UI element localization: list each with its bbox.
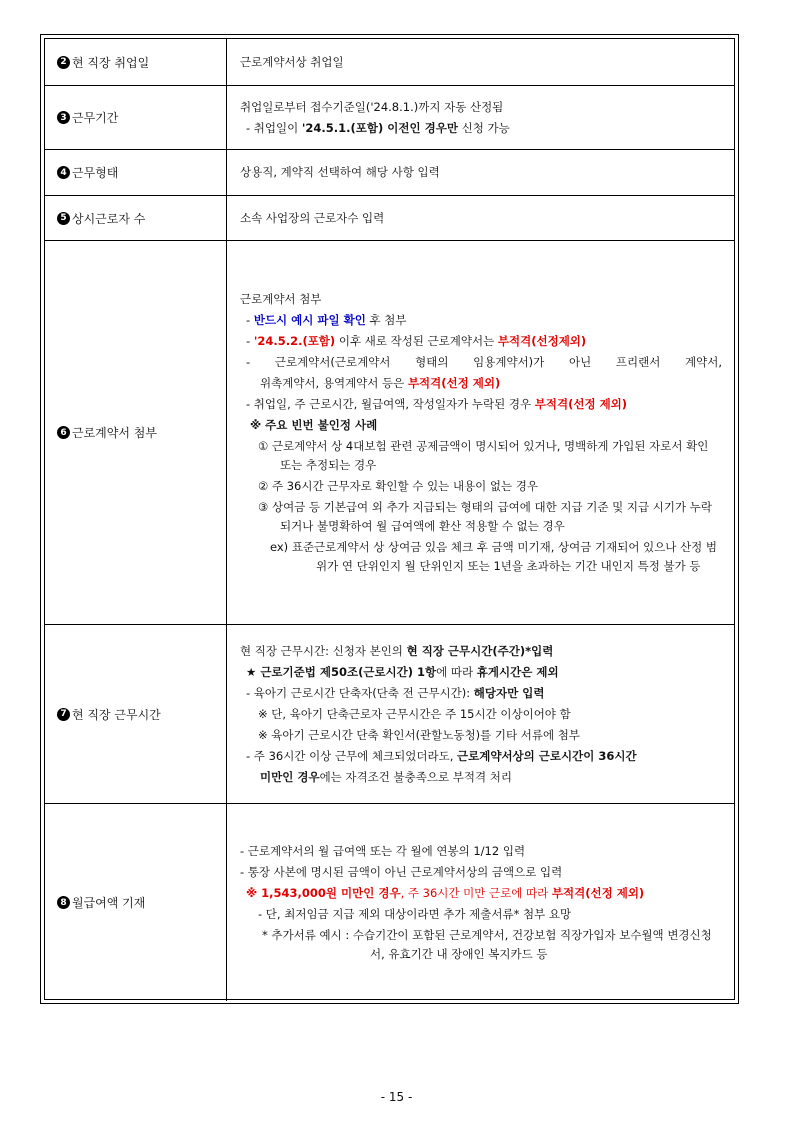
row-label: 3 근무기간 [45,86,227,149]
table [44,38,735,1000]
circled-number-icon: 2 [57,56,70,69]
row-employment-date [45,39,734,86]
row-label: 6 근로계약서 첨부 [45,241,227,624]
circled-number-icon: 7 [57,708,70,721]
row-monthly-salary [45,804,734,1001]
row-content: 상용직, 계약직 선택하여 해당 사항 입력 [240,165,440,179]
table-frame [40,34,739,1004]
row-content: 취업일로부터 접수기준일('24.8.1.)까지 자동 산정됨 - 취업일이 '24.5.1.(포함) 이전인 경우만 신청 가능 [240,99,510,135]
row-contract-attachment [45,241,734,625]
row-label: 2 현 직장 취업일 [45,39,227,85]
row-employee-count [45,196,734,241]
page-number: - 15 - [380,1090,413,1104]
row-label: 7 현 직장 근무시간 [45,625,227,803]
row-label: 4 근무형태 [45,150,227,195]
row-content: - 근로계약서의 월 급여액 또는 각 월에 연봉의 1/12 입력 - 통장 사본에 명시된 금액이 아닌 근로계약서상의 금액으로 입력 ※ 1,543,000원 미만인 경우, 주 36시간 미만 근로에 따라 부적격(선정 제외) - 단, 최저임금 지급 제외 대상이라면 추가 제출서류* 첨부 요망 * 추가서류 예시 : 수습기간이 포함된 근로계약서, 건강보험 직장가입자 보수월액 변경신청서, 유효기간 내 장애인 복지카드 등 [240,843,712,961]
row-work-type [45,150,734,196]
circled-number-icon: 3 [57,111,70,124]
row-label: 8 월급여액 기재 [45,804,227,1001]
row-content: 현 직장 근무시간: 신청자 본인의 현 직장 근무시간(주간)*입력 ★ 근로기준법 제50조(근로시간) 1항에 따라 휴게시간은 제외 - 육아기 근로시간 단축자(단축 전 근무시간): 해당자만 입력 ※ 단, 육아기 단축근로자 근무시간은 주 15시간 이상이어야 함 ※ 육아기 근로시간 단축 확인서(관할노동청)를 기타 서류에 첨부 - 주 36시간 이상 근무에 체크되었더라도, 근로계약서상의 근로시간이 36시간 미만인 경우에는 자격조건 불충족으로 부적격 처리 [240,643,637,784]
row-content: 근로계약서 첨부 - 반드시 예시 파일 확인 후 첨부 - '24.5.2.(포함) 이후 새로 작성된 근로계약서는 부적격(선정제외) - 근로계약서(근로계약서 형태의 임용계약서)가 아닌 프리랜서 계약서, 위촉계약서, 용역계약서 등은 부적격(선정 제외) - 취업일, 주 근로시간, 월급여액, 작성일자가 누락된 경우 부적격(선정 제외) ※ 주요 빈번 불인정 사례 ① 근로계약서 상 4대보험 관련 공제금액이 명시되어 있거나, 명백하게 가입된 자로서 확인 또는 추정되는 경우 ② 주 36시간 근무자로 확인할 수 있는 내용이 없는 경우 ③ 상여금 등 기본급여 외 추가 지급되는 형태의 급여에 대한 지급 기준 및 지급 시기가 누락되거나 불명확하여 월 급여액에 환산 적용할 수 없는 경우 ex) 표준근로계약서 상 상여금 있음 체크 후 금액 미기재, 상여금 기재되어 있으나 산정 범위가 연 단위인지 월 단위인지 또는 1년을 초과하는 기간 내인지 특정 불가 등 [240,291,722,573]
row-label: 5 상시근로자 수 [45,196,227,240]
circled-number-icon: 8 [57,896,70,909]
row-work-period [45,86,734,150]
circled-number-icon: 4 [57,166,70,179]
row-content: 소속 사업장의 근로자수 입력 [240,210,385,225]
circled-number-icon: 5 [57,212,70,225]
row-work-hours [45,625,734,804]
row-content: 근로계약서상 취업일 [240,54,344,69]
circled-number-icon: 6 [57,426,70,439]
